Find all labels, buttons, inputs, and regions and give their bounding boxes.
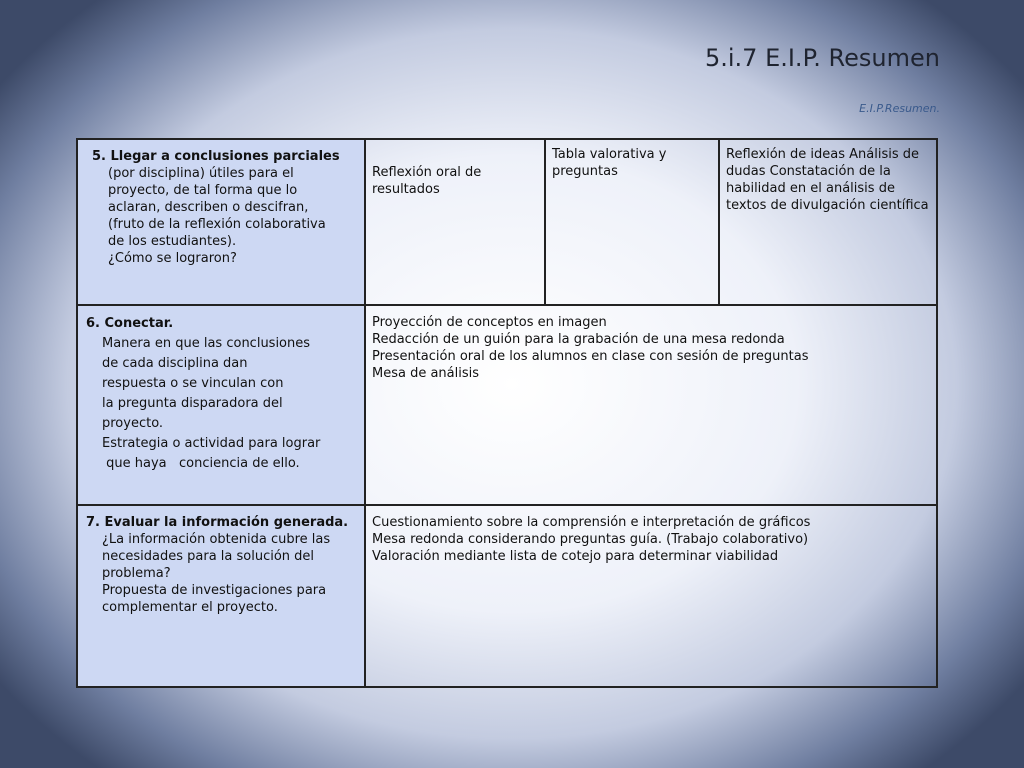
row2-item: Presentación oral de los alumnos en clase con sesión de preguntas <box>372 349 809 364</box>
row1-line: proyecto, de tal forma que lo <box>108 183 298 198</box>
row3-line: ¿La información obtenida cubre las <box>102 532 331 547</box>
row2-item: Mesa de análisis <box>372 366 480 381</box>
row3-item: Mesa redonda considerando preguntas guía. (Trabajo colaborativo) <box>372 532 809 547</box>
row3-line: necesidades para la solución del <box>102 549 315 564</box>
row2-left-cell <box>78 306 366 506</box>
row3-line: Propuesta de investigaciones para <box>102 583 327 598</box>
row1-line: de los estudiantes). <box>108 234 237 249</box>
row2-right-cell <box>366 306 936 506</box>
row3-item: Cuestionamiento sobre la comprensión e interpretación de gráficos <box>372 515 811 530</box>
row3-heading: 7. Evaluar la información generada. <box>86 515 349 530</box>
row3-line: complementar el proyecto. <box>102 600 278 615</box>
row3-left-cell <box>78 506 366 686</box>
row2-item: Redacción de un guión para la grabación de una mesa redonda <box>372 332 785 347</box>
row1-col4-text: Reflexión de ideas Análisis de dudas Constatación de la habilidad en el análisis de textos de divulgación científica <box>726 147 929 213</box>
row3-line: problema? <box>102 566 171 581</box>
row1-line: (fruto de la reflexión colaborativa <box>108 217 326 232</box>
slide-title: 5.i.7 E.I.P. Resumen <box>704 44 940 72</box>
row2-line: respuesta o se vinculan con <box>102 376 284 391</box>
row2-item: Proyección de conceptos en imagen <box>372 315 607 330</box>
summary-table <box>76 138 938 688</box>
row1-col2-cell <box>366 140 546 306</box>
row1-col4-cell <box>720 140 936 306</box>
row1-left-cell <box>78 140 366 306</box>
row1-line: (por disciplina) útiles para el <box>108 166 294 181</box>
row1-col3-text: Tabla valorativa y preguntas <box>552 147 667 179</box>
row1-line: ¿Cómo se lograron? <box>108 251 237 266</box>
row1-col2-text: Reflexión oral de resultados <box>372 165 482 197</box>
row1-line: aclaran, describen o descifran, <box>108 200 309 215</box>
row2-line: de cada disciplina dan <box>102 356 248 371</box>
row1-col3-cell <box>546 140 720 306</box>
slide-subtitle: E.I.P.Resumen. <box>859 102 940 115</box>
row2-line: que haya conciencia de ello. <box>102 456 300 471</box>
row2-line: Manera en que las conclusiones <box>102 336 311 351</box>
row2-line: Estrategia o actividad para lograr <box>102 436 321 451</box>
row2-line: la pregunta disparadora del <box>102 396 283 411</box>
row3-item: Valoración mediante lista de cotejo para determinar viabilidad <box>372 549 779 564</box>
row1-heading: 5. Llegar a conclusiones parciales <box>92 149 340 164</box>
row3-right-cell <box>366 506 936 686</box>
row2-heading: 6. Conectar. <box>86 316 174 331</box>
row2-line: proyecto. <box>102 416 164 431</box>
